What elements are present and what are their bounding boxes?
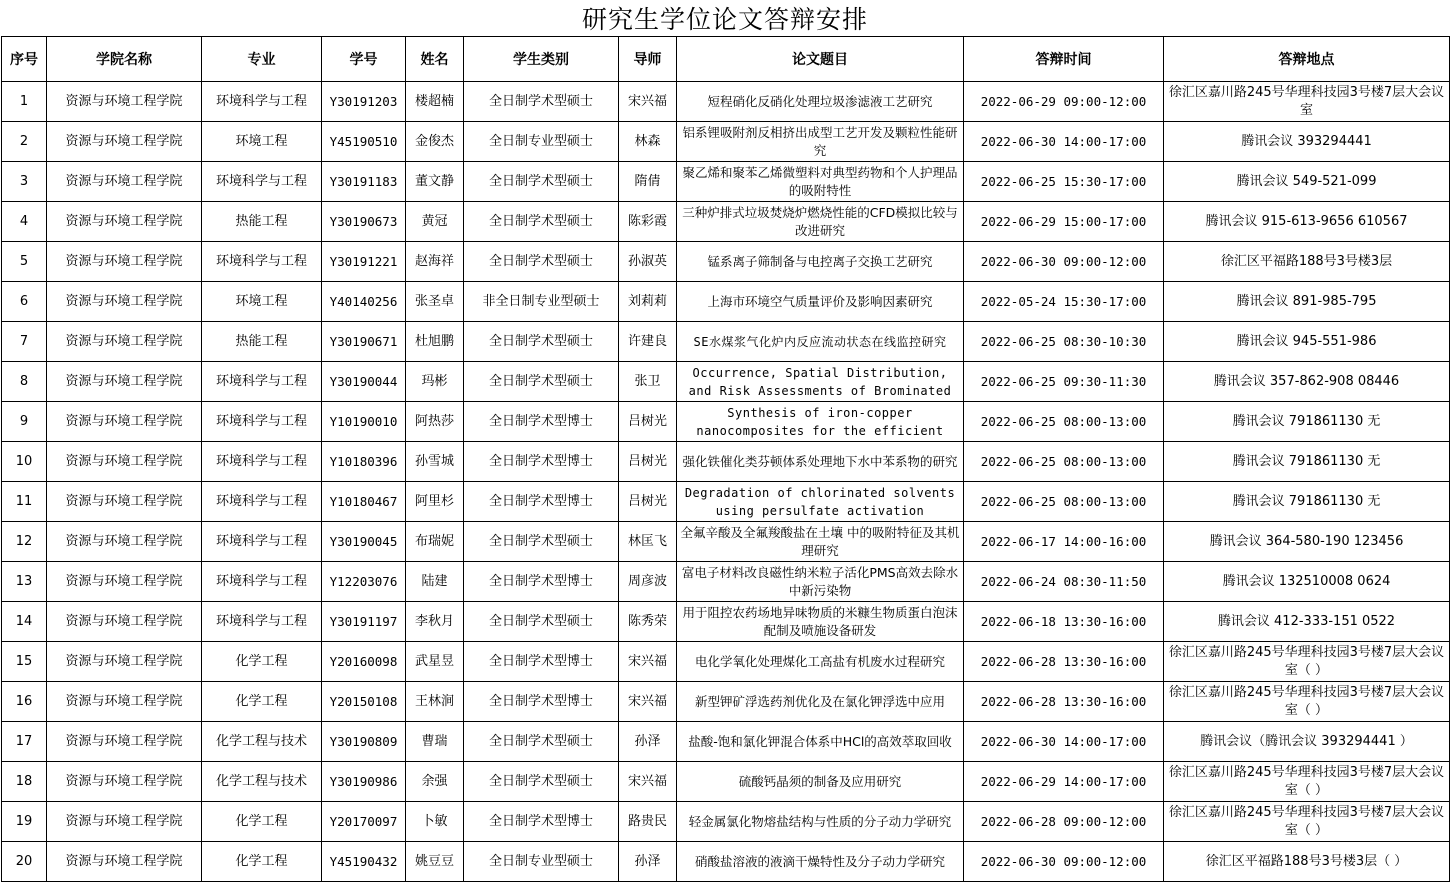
school-cell: 资源与环境工程学院	[47, 402, 202, 442]
index-cell: 20	[2, 842, 47, 882]
defense-time-cell: 2022-06-28 13:30-16:00	[964, 682, 1164, 722]
header-thesis-title: 论文题目	[677, 37, 964, 82]
table-row	[2, 842, 1450, 882]
student-id-cell: Y20160098	[322, 642, 406, 682]
major-cell: 环境科学与工程	[202, 242, 322, 282]
advisor-cell: 刘莉莉	[619, 282, 677, 322]
school-cell: 资源与环境工程学院	[47, 642, 202, 682]
major-cell: 环境工程	[202, 282, 322, 322]
index-cell: 16	[2, 682, 47, 722]
advisor-cell: 陈彩霞	[619, 202, 677, 242]
thesis-title-cell: 盐酸-饱和氯化钾混合体系中HCl的高效萃取回收	[677, 722, 964, 762]
name-cell: 玛彬	[406, 362, 464, 402]
advisor-cell: 宋兴福	[619, 82, 677, 122]
student-type-cell: 全日制学术型硕士	[464, 522, 619, 562]
school-cell: 资源与环境工程学院	[47, 322, 202, 362]
thesis-title-cell: 锰系离子筛制备与电控离子交换工艺研究	[677, 242, 964, 282]
major-cell: 化学工程	[202, 842, 322, 882]
defense-time-cell: 2022-06-25 09:30-11:30	[964, 362, 1164, 402]
student-id-cell: Y45190432	[322, 842, 406, 882]
advisor-cell: 吕树光	[619, 442, 677, 482]
school-cell: 资源与环境工程学院	[47, 282, 202, 322]
header-defense-location: 答辩地点	[1164, 37, 1450, 82]
thesis-title-cell: SE水煤浆气化炉内反应流动状态在线监控研究	[677, 322, 964, 362]
index-cell: 3	[2, 162, 47, 202]
student-id-cell: Y20170097	[322, 802, 406, 842]
table-row	[2, 722, 1450, 762]
school-cell: 资源与环境工程学院	[47, 442, 202, 482]
defense-location-cell: 腾讯会议 791861130 无	[1164, 482, 1450, 522]
table-row	[2, 82, 1450, 122]
school-cell: 资源与环境工程学院	[47, 482, 202, 522]
table-row	[2, 162, 1450, 202]
table-row	[2, 762, 1450, 802]
name-cell: 布瑞妮	[406, 522, 464, 562]
school-cell: 资源与环境工程学院	[47, 82, 202, 122]
school-cell: 资源与环境工程学院	[47, 562, 202, 602]
advisor-cell: 林森	[619, 122, 677, 162]
advisor-cell: 陈秀荣	[619, 602, 677, 642]
advisor-cell: 吕树光	[619, 482, 677, 522]
defense-location-cell: 腾讯会议 791861130 无	[1164, 442, 1450, 482]
school-cell: 资源与环境工程学院	[47, 802, 202, 842]
major-cell: 环境科学与工程	[202, 562, 322, 602]
name-cell: 董文静	[406, 162, 464, 202]
index-cell: 17	[2, 722, 47, 762]
defense-time-cell: 2022-06-18 13:30-16:00	[964, 602, 1164, 642]
thesis-title-cell: 新型钾矿浮选药剂优化及在氯化钾浮选中应用	[677, 682, 964, 722]
student-type-cell: 全日制学术型硕士	[464, 362, 619, 402]
name-cell: 李秋月	[406, 602, 464, 642]
advisor-cell: 周彦波	[619, 562, 677, 602]
defense-location-cell: 腾讯会议 412-333-151 0522	[1164, 602, 1450, 642]
name-cell: 陆建	[406, 562, 464, 602]
student-id-cell: Y30191221	[322, 242, 406, 282]
major-cell: 化学工程	[202, 642, 322, 682]
student-id-cell: Y30190809	[322, 722, 406, 762]
major-cell: 环境科学与工程	[202, 82, 322, 122]
defense-location-cell: 腾讯会议 915-613-9656 610567	[1164, 202, 1450, 242]
thesis-title-cell: 铝系锂吸附剂反相挤出成型工艺开发及颗粒性能研究	[677, 122, 964, 162]
school-cell: 资源与环境工程学院	[47, 602, 202, 642]
advisor-cell: 张卫	[619, 362, 677, 402]
table-row	[2, 322, 1450, 362]
defense-time-cell: 2022-06-29 14:00-17:00	[964, 762, 1164, 802]
header-advisor: 导师	[619, 37, 677, 82]
advisor-cell: 林匡飞	[619, 522, 677, 562]
header-row	[2, 37, 1450, 82]
defense-location-cell: 腾讯会议 364-580-190 123456	[1164, 522, 1450, 562]
defense-location-cell: 徐汇区嘉川路245号华理科技园3号楼7层大会议室（ ）	[1164, 802, 1450, 842]
student-id-cell: Y10180396	[322, 442, 406, 482]
student-type-cell: 全日制学术型博士	[464, 402, 619, 442]
name-cell: 孙雪城	[406, 442, 464, 482]
defense-schedule-table	[1, 36, 1450, 882]
index-cell: 7	[2, 322, 47, 362]
defense-time-cell: 2022-06-28 09:00-12:00	[964, 802, 1164, 842]
school-cell: 资源与环境工程学院	[47, 722, 202, 762]
major-cell: 化学工程	[202, 802, 322, 842]
major-cell: 化学工程	[202, 682, 322, 722]
student-type-cell: 全日制学术型硕士	[464, 322, 619, 362]
defense-time-cell: 2022-06-25 08:00-13:00	[964, 402, 1164, 442]
student-type-cell: 全日制学术型硕士	[464, 602, 619, 642]
index-cell: 14	[2, 602, 47, 642]
name-cell: 曹瑞	[406, 722, 464, 762]
table-row	[2, 282, 1450, 322]
index-cell: 10	[2, 442, 47, 482]
student-type-cell: 全日制学术型硕士	[464, 722, 619, 762]
header-school: 学院名称	[47, 37, 202, 82]
school-cell: 资源与环境工程学院	[47, 242, 202, 282]
student-id-cell: Y20150108	[322, 682, 406, 722]
defense-location-cell: 徐汇区平福路188号3号楼3层	[1164, 242, 1450, 282]
advisor-cell: 隋倩	[619, 162, 677, 202]
student-id-cell: Y30191197	[322, 602, 406, 642]
defense-time-cell: 2022-06-25 15:30-17:00	[964, 162, 1164, 202]
thesis-title-cell: 三种炉排式垃圾焚烧炉燃烧性能的CFD模拟比较与改进研究	[677, 202, 964, 242]
thesis-title-cell: 电化学氧化处理煤化工高盐有机废水过程研究	[677, 642, 964, 682]
index-cell: 19	[2, 802, 47, 842]
defense-location-cell: 腾讯会议 549-521-099	[1164, 162, 1450, 202]
major-cell: 热能工程	[202, 322, 322, 362]
advisor-cell: 宋兴福	[619, 682, 677, 722]
defense-location-cell: 腾讯会议 791861130 无	[1164, 402, 1450, 442]
thesis-title-cell: 短程硝化反硝化处理垃圾渗滤液工艺研究	[677, 82, 964, 122]
student-type-cell: 全日制学术型博士	[464, 562, 619, 602]
defense-location-cell: 徐汇区嘉川路245号华理科技园3号楼7层大会议室	[1164, 82, 1450, 122]
school-cell: 资源与环境工程学院	[47, 122, 202, 162]
name-cell: 武星昱	[406, 642, 464, 682]
defense-time-cell: 2022-06-28 13:30-16:00	[964, 642, 1164, 682]
major-cell: 环境科学与工程	[202, 442, 322, 482]
student-id-cell: Y30191203	[322, 82, 406, 122]
major-cell: 环境科学与工程	[202, 482, 322, 522]
header-student-id: 学号	[322, 37, 406, 82]
student-type-cell: 全日制学术型博士	[464, 682, 619, 722]
defense-location-cell: 徐汇区平福路188号3号楼3层（ ）	[1164, 842, 1450, 882]
student-type-cell: 全日制学术型硕士	[464, 242, 619, 282]
thesis-title-cell: 轻金属氯化物熔盐结构与性质的分子动力学研究	[677, 802, 964, 842]
header-student-type: 学生类别	[464, 37, 619, 82]
major-cell: 化学工程与技术	[202, 762, 322, 802]
table-row	[2, 642, 1450, 682]
name-cell: 姚豆豆	[406, 842, 464, 882]
advisor-cell: 孙泽	[619, 842, 677, 882]
student-type-cell: 全日制学术型硕士	[464, 82, 619, 122]
defense-location-cell: 徐汇区嘉川路245号华理科技园3号楼7层大会议室（ ）	[1164, 642, 1450, 682]
student-type-cell: 全日制学术型博士	[464, 802, 619, 842]
thesis-title-cell: 用于阻控农药场地异味物质的米糠生物质蛋白泡沫配制及喷施设备研发	[677, 602, 964, 642]
index-cell: 9	[2, 402, 47, 442]
student-id-cell: Y40140256	[322, 282, 406, 322]
index-cell: 4	[2, 202, 47, 242]
defense-time-cell: 2022-06-29 09:00-12:00	[964, 82, 1164, 122]
name-cell: 阿热莎	[406, 402, 464, 442]
name-cell: 余强	[406, 762, 464, 802]
name-cell: 卜敏	[406, 802, 464, 842]
thesis-title-cell: 硫酸钙晶须的制备及应用研究	[677, 762, 964, 802]
student-id-cell: Y30190986	[322, 762, 406, 802]
index-cell: 18	[2, 762, 47, 802]
defense-time-cell: 2022-06-30 14:00-17:00	[964, 122, 1164, 162]
index-cell: 6	[2, 282, 47, 322]
defense-location-cell: 腾讯会议 891-985-795	[1164, 282, 1450, 322]
name-cell: 杜旭鹏	[406, 322, 464, 362]
defense-location-cell: 腾讯会议 132510008 0624	[1164, 562, 1450, 602]
student-type-cell: 全日制学术型博士	[464, 482, 619, 522]
student-type-cell: 全日制专业型硕士	[464, 122, 619, 162]
table-row	[2, 442, 1450, 482]
header-defense-time: 答辩时间	[964, 37, 1164, 82]
school-cell: 资源与环境工程学院	[47, 682, 202, 722]
header-name: 姓名	[406, 37, 464, 82]
student-id-cell: Y30191183	[322, 162, 406, 202]
student-type-cell: 全日制专业型硕士	[464, 842, 619, 882]
student-id-cell: Y30190044	[322, 362, 406, 402]
index-cell: 11	[2, 482, 47, 522]
advisor-cell: 孙淑英	[619, 242, 677, 282]
header-index: 序号	[2, 37, 47, 82]
name-cell: 阿里杉	[406, 482, 464, 522]
table-row	[2, 242, 1450, 282]
school-cell: 资源与环境工程学院	[47, 842, 202, 882]
major-cell: 环境科学与工程	[202, 362, 322, 402]
student-type-cell: 全日制学术型硕士	[464, 202, 619, 242]
student-type-cell: 全日制学术型博士	[464, 642, 619, 682]
defense-time-cell: 2022-06-24 08:30-11:50	[964, 562, 1164, 602]
advisor-cell: 路贵民	[619, 802, 677, 842]
major-cell: 环境科学与工程	[202, 602, 322, 642]
defense-location-cell: 腾讯会议 945-551-986	[1164, 322, 1450, 362]
student-id-cell: Y10190010	[322, 402, 406, 442]
table-row	[2, 522, 1450, 562]
thesis-title-cell: 上海市环境空气质量评价及影响因素研究	[677, 282, 964, 322]
defense-time-cell: 2022-06-30 14:00-17:00	[964, 722, 1164, 762]
student-id-cell: Y30190045	[322, 522, 406, 562]
table-row	[2, 602, 1450, 642]
thesis-title-cell: 强化铁催化类芬顿体系处理地下水中苯系物的研究	[677, 442, 964, 482]
student-id-cell: Y12203076	[322, 562, 406, 602]
table-row	[2, 122, 1450, 162]
thesis-title-cell: Occurrence, Spatial Distribution, and Risk Assessments of Brominated	[677, 362, 964, 402]
advisor-cell: 宋兴福	[619, 762, 677, 802]
school-cell: 资源与环境工程学院	[47, 762, 202, 802]
table-row	[2, 402, 1450, 442]
name-cell: 张圣卓	[406, 282, 464, 322]
major-cell: 环境工程	[202, 122, 322, 162]
index-cell: 8	[2, 362, 47, 402]
defense-location-cell: 徐汇区嘉川路245号华理科技园3号楼7层大会议室（ ）	[1164, 682, 1450, 722]
table-row	[2, 202, 1450, 242]
table-row	[2, 562, 1450, 602]
defense-time-cell: 2022-06-30 09:00-12:00	[964, 242, 1164, 282]
header-major: 专业	[202, 37, 322, 82]
name-cell: 金俊杰	[406, 122, 464, 162]
index-cell: 5	[2, 242, 47, 282]
advisor-cell: 吕树光	[619, 402, 677, 442]
page-title: 研究生学位论文答辩安排	[581, 5, 868, 34]
student-type-cell: 全日制学术型博士	[464, 442, 619, 482]
index-cell: 13	[2, 562, 47, 602]
name-cell: 赵海祥	[406, 242, 464, 282]
school-cell: 资源与环境工程学院	[47, 202, 202, 242]
thesis-title-cell: 全氟辛酸及全氟羧酸盐在土壤 中的吸附特征及其机理研究	[677, 522, 964, 562]
index-cell: 1	[2, 82, 47, 122]
major-cell: 环境科学与工程	[202, 402, 322, 442]
index-cell: 15	[2, 642, 47, 682]
thesis-title-cell: Synthesis of iron-copper nanocomposites for the efficient	[677, 402, 964, 442]
index-cell: 2	[2, 122, 47, 162]
name-cell: 楼超楠	[406, 82, 464, 122]
defense-time-cell: 2022-06-17 14:00-16:00	[964, 522, 1164, 562]
name-cell: 王林涧	[406, 682, 464, 722]
student-type-cell: 非全日制专业型硕士	[464, 282, 619, 322]
major-cell: 化学工程与技术	[202, 722, 322, 762]
school-cell: 资源与环境工程学院	[47, 362, 202, 402]
table-row	[2, 802, 1450, 842]
student-type-cell: 全日制学术型硕士	[464, 762, 619, 802]
school-cell: 资源与环境工程学院	[47, 162, 202, 202]
defense-time-cell: 2022-06-29 15:00-17:00	[964, 202, 1164, 242]
major-cell: 热能工程	[202, 202, 322, 242]
student-type-cell: 全日制学术型硕士	[464, 162, 619, 202]
advisor-cell: 孙泽	[619, 722, 677, 762]
thesis-title-cell: Degradation of chlorinated solvents using persulfate activation	[677, 482, 964, 522]
defense-location-cell: 徐汇区嘉川路245号华理科技园3号楼7层大会议室（ ）	[1164, 762, 1450, 802]
index-cell: 12	[2, 522, 47, 562]
student-id-cell: Y30190671	[322, 322, 406, 362]
table-row	[2, 682, 1450, 722]
major-cell: 环境科学与工程	[202, 522, 322, 562]
defense-location-cell: 腾讯会议 393294441	[1164, 122, 1450, 162]
thesis-title-cell: 聚乙烯和聚苯乙烯微塑料对典型药物和个人护理品的吸附特性	[677, 162, 964, 202]
advisor-cell: 许建良	[619, 322, 677, 362]
defense-time-cell: 2022-06-25 08:00-13:00	[964, 482, 1164, 522]
defense-time-cell: 2022-05-24 15:30-17:00	[964, 282, 1164, 322]
student-id-cell: Y30190673	[322, 202, 406, 242]
student-id-cell: Y10180467	[322, 482, 406, 522]
advisor-cell: 宋兴福	[619, 642, 677, 682]
defense-location-cell: 腾讯会议（腾讯会议 393294441 ）	[1164, 722, 1450, 762]
defense-time-cell: 2022-06-25 08:30-10:30	[964, 322, 1164, 362]
school-cell: 资源与环境工程学院	[47, 522, 202, 562]
major-cell: 环境科学与工程	[202, 162, 322, 202]
name-cell: 黄冠	[406, 202, 464, 242]
defense-location-cell: 腾讯会议 357-862-908 08446	[1164, 362, 1450, 402]
defense-time-cell: 2022-06-25 08:00-13:00	[964, 442, 1164, 482]
thesis-title-cell: 硝酸盐溶液的液滴干燥特性及分子动力学研究	[677, 842, 964, 882]
table-row	[2, 482, 1450, 522]
defense-time-cell: 2022-06-30 09:00-12:00	[964, 842, 1164, 882]
student-id-cell: Y45190510	[322, 122, 406, 162]
thesis-title-cell: 富电子材料改良磁性纳米粒子活化PMS高效去除水中新污染物	[677, 562, 964, 602]
table-row	[2, 362, 1450, 402]
